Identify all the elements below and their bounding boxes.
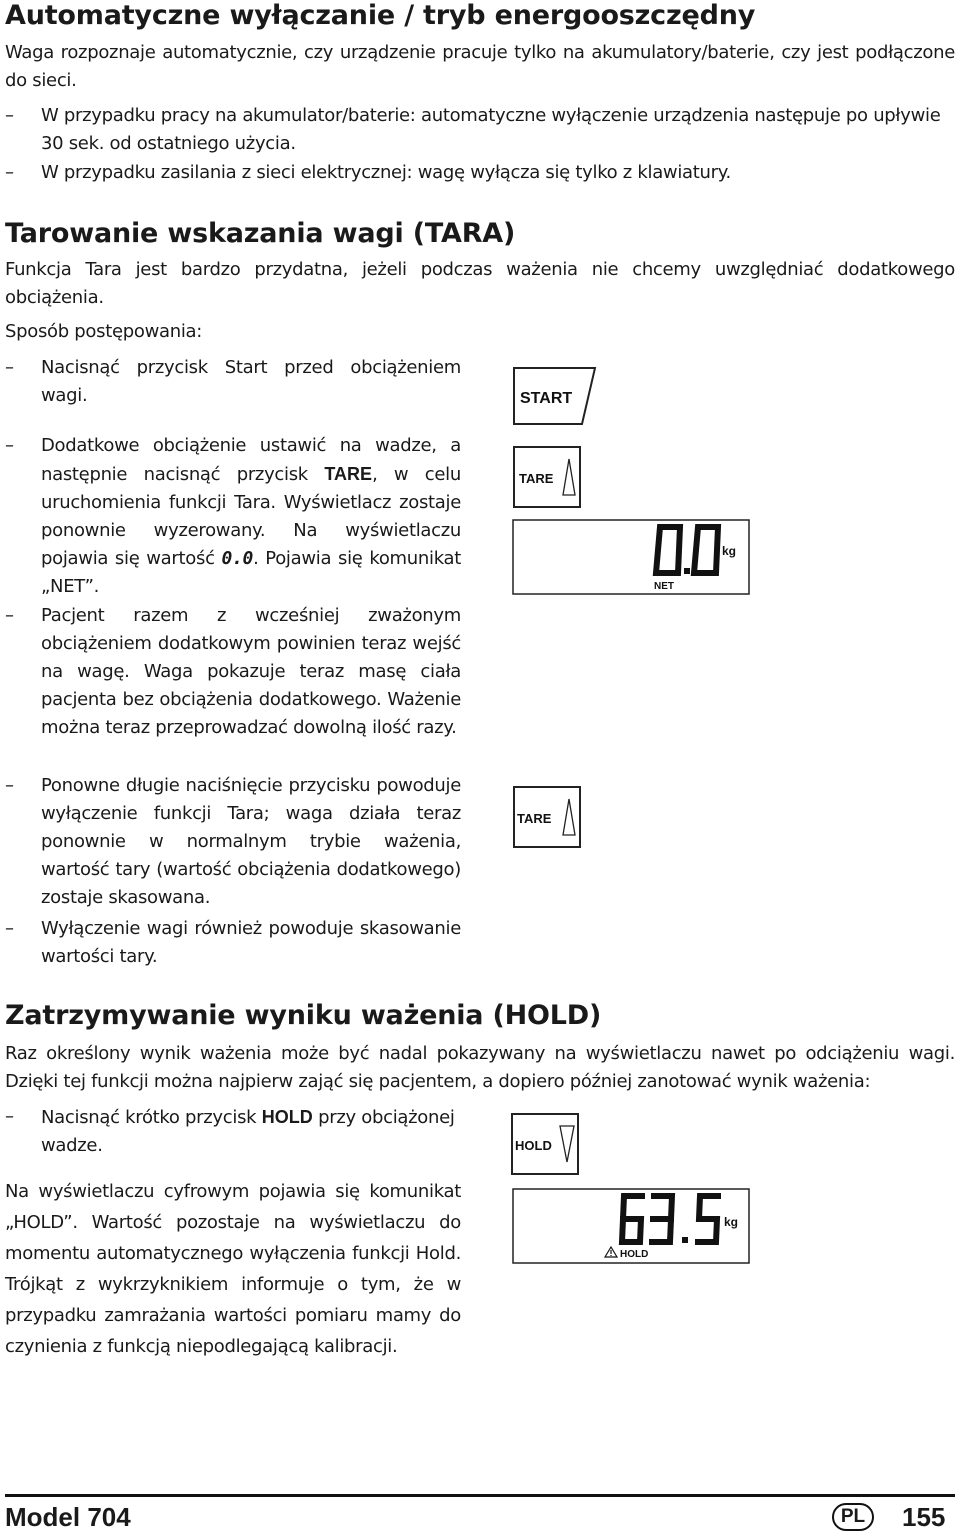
warning-triangle-icon: [605, 1247, 617, 1257]
tara-step-tare-text-a: Dodatkowe obciążenie ustawić na wadze, a następnie nacisnąć przycisk: [41, 435, 461, 485]
heading-tara: Tarowanie wskazania wagi (TARA): [5, 218, 516, 249]
list-item: [5, 915, 461, 971]
decimal-point: [684, 568, 690, 574]
auto-off-mains: W przypadku zasilania z sieci elektrycznej: wagę wyłącza się tylko z klawiatury.: [41, 162, 731, 183]
heading-auto-off: Automatyczne wyłączanie / tryb energooszczędny: [5, 0, 756, 31]
bullet-dash: –: [5, 162, 14, 183]
list-item: [5, 102, 955, 158]
bullet-dash: –: [5, 357, 14, 378]
digit-six: [622, 1196, 642, 1242]
tara-step-patient: Pacjent razem z wcześniej zważonym obciążeniem dodatkowym powinien teraz wejść na wagę. Waga pokazuje teraz masę ciała pacjenta bez obciążenia dodatkowego. Ważenie można teraz przeprowadzać dowolną ilość razy.: [41, 605, 461, 738]
bullet-dash: –: [5, 918, 14, 939]
heading-hold: Zatrzymywanie wyniku ważenia (HOLD): [5, 1000, 602, 1031]
footer-model: Model 704: [5, 1502, 131, 1532]
list-item: [5, 432, 461, 601]
bullet-dash: –: [5, 775, 14, 796]
list-item: [5, 354, 461, 410]
digit-zero: [694, 527, 718, 573]
auto-off-intro: Waga rozpoznaje automatycznie, czy urządzenie pracuje tylko na akumulatory/baterie, czy jest podłączone do sieci.: [5, 42, 955, 91]
hold-key-label: HOLD: [261, 1107, 313, 1127]
hold-step-text-b: przy obciążonej wadze.: [41, 1107, 455, 1156]
decimal-point: [682, 1237, 688, 1243]
language-badge: PL: [832, 1503, 874, 1531]
tara-step-start: Nacisnąć przycisk Start przed obciążeniem wagi.: [41, 357, 461, 406]
triangle-icon: [563, 459, 575, 495]
start-button-figure: [512, 366, 598, 428]
hold-display-figure: [512, 1188, 750, 1264]
digit-zero: [656, 527, 680, 573]
start-button-label: START: [520, 390, 573, 407]
tare-button-label: TARE: [517, 811, 552, 826]
tara-step-tare-text-c: . Pojawia się komunikat „NET”.: [41, 548, 462, 597]
tare-button-label: TARE: [519, 471, 554, 486]
tara-step-tare-text-b: , w celu uruchomienia funkcji Tara. Wyświetlacz zostaje ponownie wyzerowany. Na wyświetlaczu pojawia się wartość: [41, 464, 461, 569]
digit-five: [698, 1196, 718, 1242]
display-unit: kg: [722, 544, 737, 558]
display-net-indicator: NET: [654, 581, 674, 592]
digit-three: [652, 1196, 672, 1242]
hold-button-figure: [510, 1112, 582, 1176]
zero-value-glyph: 0.0: [221, 548, 254, 569]
hold-note: Na wyświetlaczu cyfrowym pojawia się komunikat „HOLD”. Wartość pozostaje na wyświetlaczu do momentu automatycznego wyłączenia funkcji Hold. Trójkąt z wykrzyknikiem informuje o tym, że w przypadku zamrażania wartości pomiaru mamy do czynienia z funkcją niepodlegającą kalibracji.: [5, 1181, 461, 1357]
tare-display-figure: [512, 519, 750, 595]
footer-rule: [5, 1494, 955, 1497]
tara-step-cancel: Ponowne długie naciśnięcie przycisku powoduje wyłączenie funkcji Tara; waga działa teraz ponownie w normalnym trybie ważenia, wartość tary (wartość obciążenia dodatkowego) zostaje skasowana.: [41, 775, 461, 908]
bullet-dash: –: [5, 1106, 14, 1127]
list-item: [5, 602, 461, 742]
triangle-icon: [563, 799, 575, 835]
tara-intro: Funkcja Tara jest bardzo przydatna, jeżeli podczas ważenia nie chcemy uwzględniać dodatkowego obciążenia.: [5, 259, 955, 308]
bullet-dash: –: [5, 605, 14, 626]
hold-step-press: [41, 1103, 461, 1160]
hold-button-label: HOLD: [515, 1138, 552, 1153]
hold-step-text-a: Nacisnąć krótko przycisk: [41, 1107, 262, 1128]
display-hold-indicator: HOLD: [620, 1249, 649, 1260]
tare-button-figure-2: [512, 785, 584, 849]
bullet-dash: –: [5, 435, 14, 456]
tara-step-tare: [41, 432, 461, 601]
hold-intro: Raz określony wynik ważenia może być nadal pokazywany na wyświetlaczu nawet po odciążeniu wagi. Dzięki tej funkcji można najpierw zająć się pacjentem, a dopiero później zanotować wynik ważenia:: [5, 1043, 955, 1092]
bullet-dash: –: [5, 105, 14, 126]
auto-off-battery: W przypadku pracy na akumulator/baterie: automatyczne wyłączenie urządzenia następuje po upływie 30 sek. od ostatniego użycia.: [41, 105, 941, 154]
tara-procedure-label: Sposób postępowania:: [5, 321, 203, 342]
list-item: [5, 159, 955, 187]
display-unit: kg: [724, 1215, 739, 1229]
tare-key-label: TARE: [324, 464, 373, 484]
triangle-icon: [560, 1126, 574, 1162]
list-item: [5, 1103, 461, 1160]
page-number: 155: [902, 1502, 946, 1532]
tara-step-off: Wyłączenie wagi również powoduje skasowanie wartości tary.: [41, 918, 461, 967]
tare-button-figure: [512, 445, 584, 509]
list-item: [5, 772, 461, 912]
